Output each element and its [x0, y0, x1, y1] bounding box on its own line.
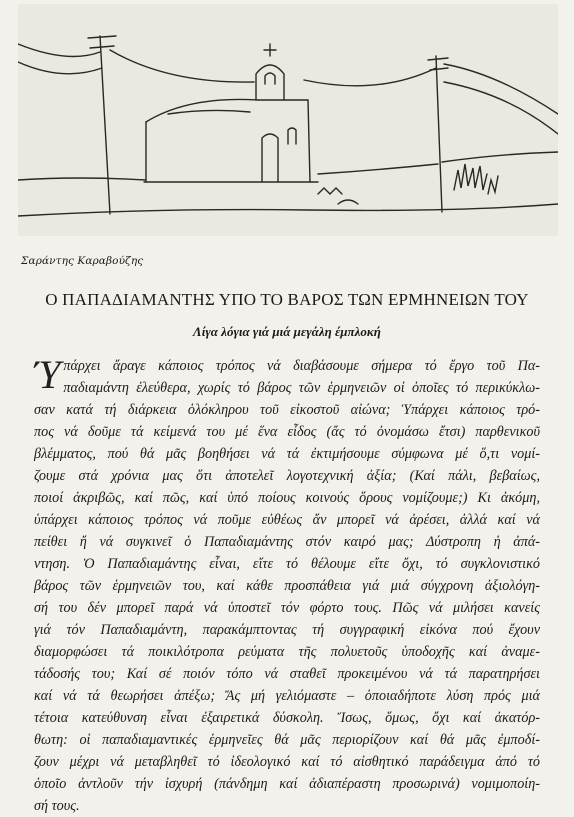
article-title: Ο ΠΑΠΑΔΙΑΜΑΝΤΗΣ ΥΠΟ ΤΟ ΒΑΡΟΣ ΤΩΝ ΕΡΜΗΝΕΙΩΝ ΤΟΥ	[45, 290, 529, 309]
body-line: ζουν μέχρι νά μεταβληθεῖ τό ἰδεολογικό καί τό αἰσθητικό παράδειγμα ἀπό τό	[34, 754, 540, 770]
body-line: παδιαμάντη ἐλεύθερα, χωρίς τό βάρος τῶν ἑρμηνειῶν οἱ ὁποῖες τό περικύκλω-	[63, 380, 540, 396]
body-line: σή τους.	[34, 798, 80, 814]
body-line: γιά τόν Παπαδιαμάντη, παρακάμπτοντας τή συγγραφική εἰκόνα πού ἔχουν	[34, 622, 540, 638]
body-line: ὑπάρχει κάποιος τρόπος νά ποῦμε εὐθέως ἄν μπορεῖ νά ἀρέσει, ἀλλά καί νά	[34, 512, 540, 528]
illustration-caption: Σαράντης Καραβούζης	[21, 255, 144, 267]
body-line: βάρος τῶν ἑρμηνειῶν του, καί κάθε προσπάθεια γιά μιά σύγχρονη ἀξιολόγη-	[34, 578, 540, 594]
body-line: πάρχει ἄραγε κάποιος τρόπος νά διαβάσουμε σήμερα τό ἔργο τοῦ Πα-	[63, 358, 540, 374]
body-line: βλέμματος, πού θά μᾶς βοηθήσει νά τά ἐκτιμήσουμε σύμφωνα μέ ὅ,τι νομί-	[34, 446, 540, 462]
chapel-sketch-illustration	[18, 4, 558, 236]
article-subtitle: Λίγα λόγια γιά μιά μεγάλη έμπλοκή	[193, 324, 381, 339]
body-line: καί νά τά θεωρήσει ἀπέξω; Ἄς μή γελιόμαστε – ὁποιαδήποτε λύση πρός μιά	[34, 688, 540, 704]
body-line: διαμορφώσει τά ποικιλότροπα ρεύματα τῆς πολυετοῦς ὑποδοχῆς καί ἀναμε-	[34, 644, 540, 660]
body-line: σαν κατά τή διάρκεια ὁλόκληρου τοῦ εἰκοστοῦ αἰώνα; Ὑπάρχει κάποιος τρό-	[34, 402, 540, 418]
body-line: τάδοσής του; Καί σέ ποιόν τόπο νά σταθεῖ προκειμένου νά τά παρατηρήσει	[34, 666, 540, 682]
body-line: πος νά δοῦμε τά κείμενά του μέ ἕνα εἶδος (ἄς τό ὀνομάσω ἔτσι) παρθενικοῦ	[34, 424, 540, 440]
article-body	[34, 352, 540, 817]
body-line: ζουμε στά χρόνια μας ὅτι ἀποτελεῖ λογοτεχνική ἀξία; (Καί πάλι, βεβαίως,	[34, 468, 540, 484]
body-line: πείθει ἤ νά συγκινεῖ ὁ Παπαδιαμάντης στόν καιρό μας; Δύστροπη ἡ ἀπά-	[34, 534, 540, 550]
drop-cap: Ύ	[34, 352, 61, 397]
body-line: τέτοια κατεύθυνση εἶναι ἐξαιρετικά δύσκολη. Ἴσως, ὅμως, ὄχι καί ἀκατόρ-	[34, 710, 540, 726]
body-line: ντηση. Ὁ Παπαδιαμάντης εἶναι, εἴτε τό θέλουμε εἴτε ὄχι, τό συγκλονιστικό	[34, 556, 540, 572]
body-line: ὁποῖο ἀντλοῦν τήν ἰσχυρή (πάνδημη καί ἀδιαπέραστη προσωρινά) νομιμοποίη-	[34, 776, 540, 792]
body-line: σή του δέν μπορεῖ παρά νά ὑποστεῖ τόν φόρτο τους. Πῶς νά μιλήσει κανείς	[34, 600, 540, 616]
body-line: ποιοί ἀκριβῶς, καί πῶς, καί ὑπό ποίους κοινούς ὅρους νομίζουμε;) Κι ἀκόμη,	[34, 490, 540, 506]
body-line: θωτη: οἱ παπαδιαμαντικές ἑρμηνεῖες θά μᾶς περιορίζουν καί θά μᾶς ἐμποδί-	[34, 732, 540, 748]
chapel-drawing	[18, 4, 558, 236]
